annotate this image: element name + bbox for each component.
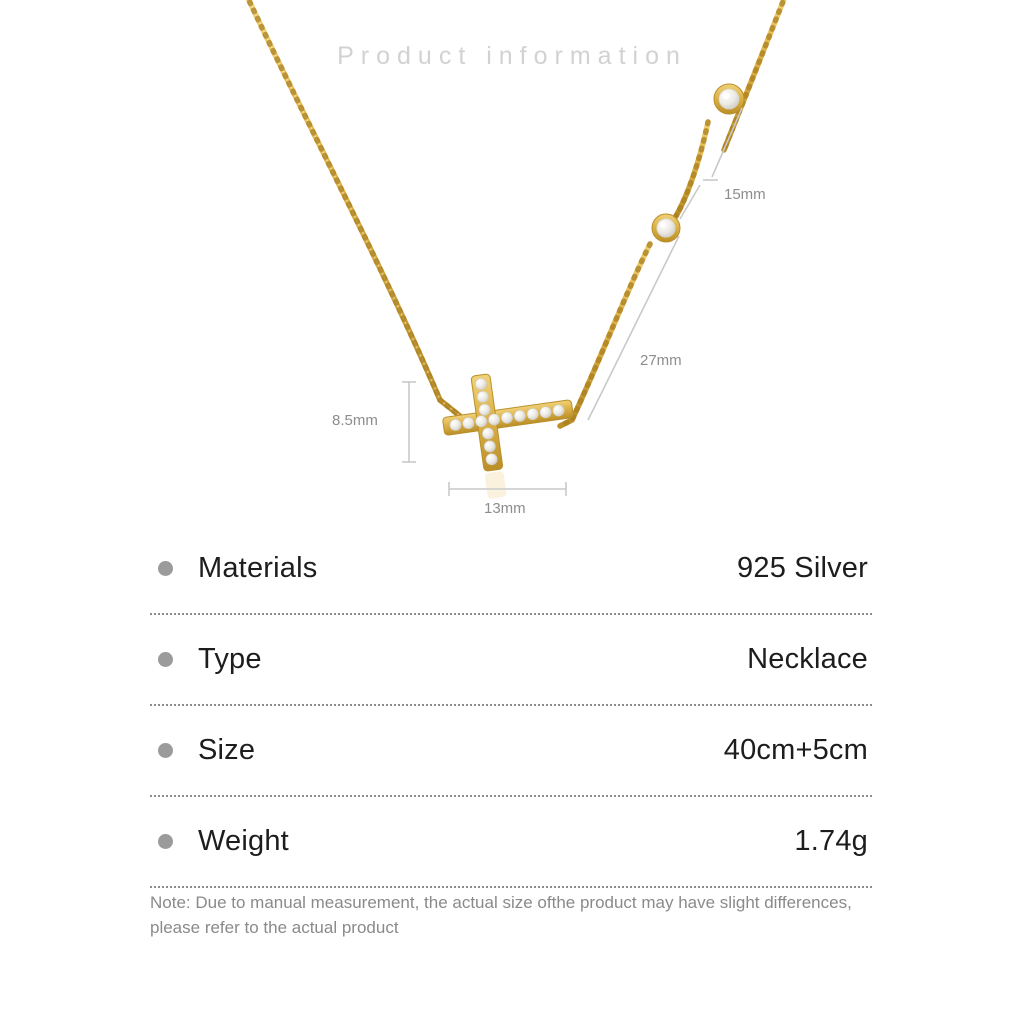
bezel-gem-upper <box>714 84 744 114</box>
specifications-table <box>150 524 872 888</box>
dimension-guides <box>402 108 742 496</box>
spec-value-size: 40cm+5cm <box>723 734 868 766</box>
dimension-label-13mm: 13mm <box>484 500 526 517</box>
bullet-icon <box>158 743 173 758</box>
cross-pendant <box>437 363 583 504</box>
table-row <box>150 797 872 888</box>
table-row <box>150 615 872 706</box>
spec-value-weight: 1.74g <box>794 825 868 857</box>
spec-label-materials: Materials <box>198 552 318 584</box>
dimension-label-15mm: 15mm <box>724 186 766 203</box>
page-title: Product information <box>337 42 687 70</box>
dimension-label-8-5mm: 8.5mm <box>332 412 378 429</box>
bezel-gem-lower <box>652 214 680 242</box>
spec-label-weight: Weight <box>198 825 289 857</box>
table-row <box>150 524 872 615</box>
measurement-note: Note: Due to manual measurement, the actual size ofthe product may have slight differences, please refer to the actual product <box>150 893 852 937</box>
spec-label-size: Size <box>198 734 256 766</box>
bullet-icon <box>158 834 173 849</box>
spec-value-type: Necklace <box>747 643 868 675</box>
spec-label-type: Type <box>198 643 262 675</box>
bullet-icon <box>158 561 173 576</box>
dimension-label-27mm: 27mm <box>640 352 682 369</box>
bullet-icon <box>158 652 173 667</box>
spec-value-materials: 925 Silver <box>737 552 868 584</box>
table-row <box>150 706 872 797</box>
